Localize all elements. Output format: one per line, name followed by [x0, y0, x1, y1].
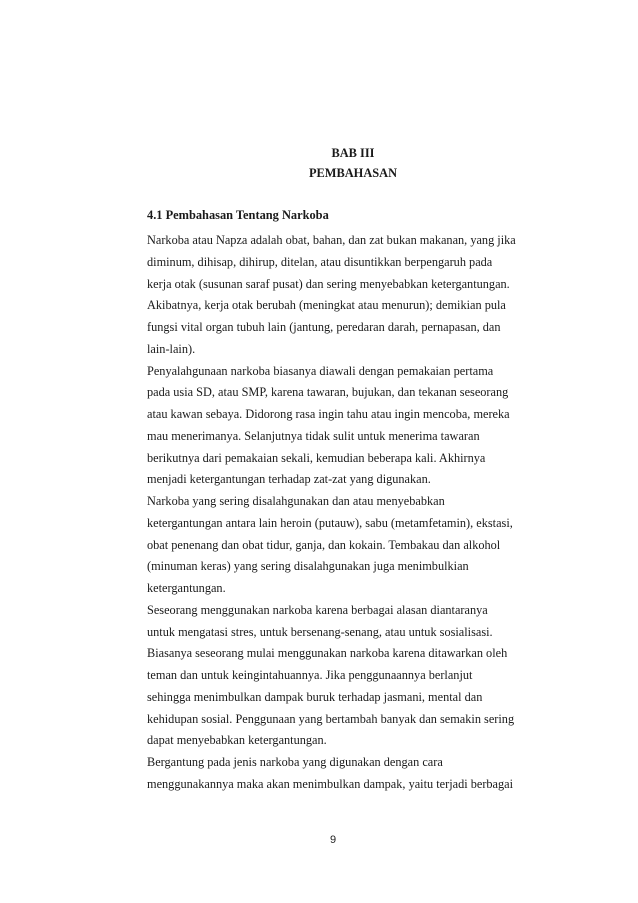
text-line: atau kawan sebaya. Didorong rasa ingin tahu atau ingin mencoba, mereka: [147, 407, 510, 421]
text-line: lain-lain).: [147, 341, 196, 356]
text-line: menjadi ketergantungan terhadap zat-zat yang digunakan.: [147, 472, 431, 487]
text-line: mau menerimanya. Selanjutnya tidak sulit untuk menerima tawaran: [147, 428, 480, 443]
text-line: obat penenang dan obat tidur, ganja, dan kokain. Tembakau dan alkohol: [147, 537, 501, 552]
text-line: menggunakannya maka akan menimbulkan dampak, yaitu terjadi berbagai: [147, 776, 514, 791]
text-line: kerja otak (susunan saraf pusat) dan sering menyebabkan ketergantungan.: [147, 276, 510, 291]
chapter-number: BAB III: [331, 146, 375, 160]
text-line: Seseorang menggunakan narkoba karena berbagai alasan diantaranya: [147, 602, 488, 617]
text-line: Narkoba atau Napza adalah obat, bahan, dan zat bukan makanan, yang jika: [147, 233, 516, 247]
text-line: sehingga menimbulkan dampak buruk terhadap jasmani, mental dan: [147, 689, 483, 704]
text-line: (minuman keras) yang sering disalahgunakan juga menimbulkian: [147, 559, 469, 574]
text-line: Bergantung pada jenis narkoba yang digunakan dengan cara: [147, 755, 443, 769]
section-heading: 4.1 Pembahasan Tentang Narkoba: [147, 208, 329, 222]
text-line: Penyalahgunaan narkoba biasanya diawali dengan pemakaian pertama: [147, 363, 494, 378]
text-line: dapat menyebabkan ketergantungan.: [147, 733, 327, 748]
text-line: ketergantungan.: [147, 581, 226, 595]
page-number: 9: [329, 834, 337, 846]
text-line: untuk mengatasi stres, untuk bersenang-senang, atau untuk sosialisasi.: [147, 624, 493, 639]
text-line: Akibatnya, kerja otak berubah (meningkat atau menurun); demikian pula: [147, 298, 506, 313]
text-line: teman dan untuk keingintahuannya. Jika penggunaannya berlanjut: [147, 668, 473, 682]
text-line: kehidupan sosial. Penggunaan yang bertambah banyak dan semakin sering: [147, 711, 515, 726]
text-line: ketergantungan antara lain heroin (putauw), sabu (metamfetamin), ekstasi,: [147, 515, 513, 530]
chapter-title: PEMBAHASAN: [308, 166, 398, 180]
text-line: Narkoba yang sering disalahgunakan dan atau menyebabkan: [147, 494, 445, 508]
text-line: Biasanya seseorang mulai menggunakan narkoba karena ditawarkan oleh: [147, 646, 508, 661]
text-line: diminum, dihisap, dihirup, ditelan, atau disuntikkan berpengaruh pada: [147, 254, 493, 269]
text-line: berikutnya dari pemakaian sekali, kemudian beberapa kali. Akhirnya: [147, 450, 486, 465]
text-line: fungsi vital organ tubuh lain (jantung, peredaran darah, pernapasan, dan: [147, 320, 501, 334]
body-text: [147, 230, 547, 796]
text-line: pada usia SD, atau SMP, karena tawaran, bujukan, dan tekanan seseorang: [147, 385, 509, 400]
